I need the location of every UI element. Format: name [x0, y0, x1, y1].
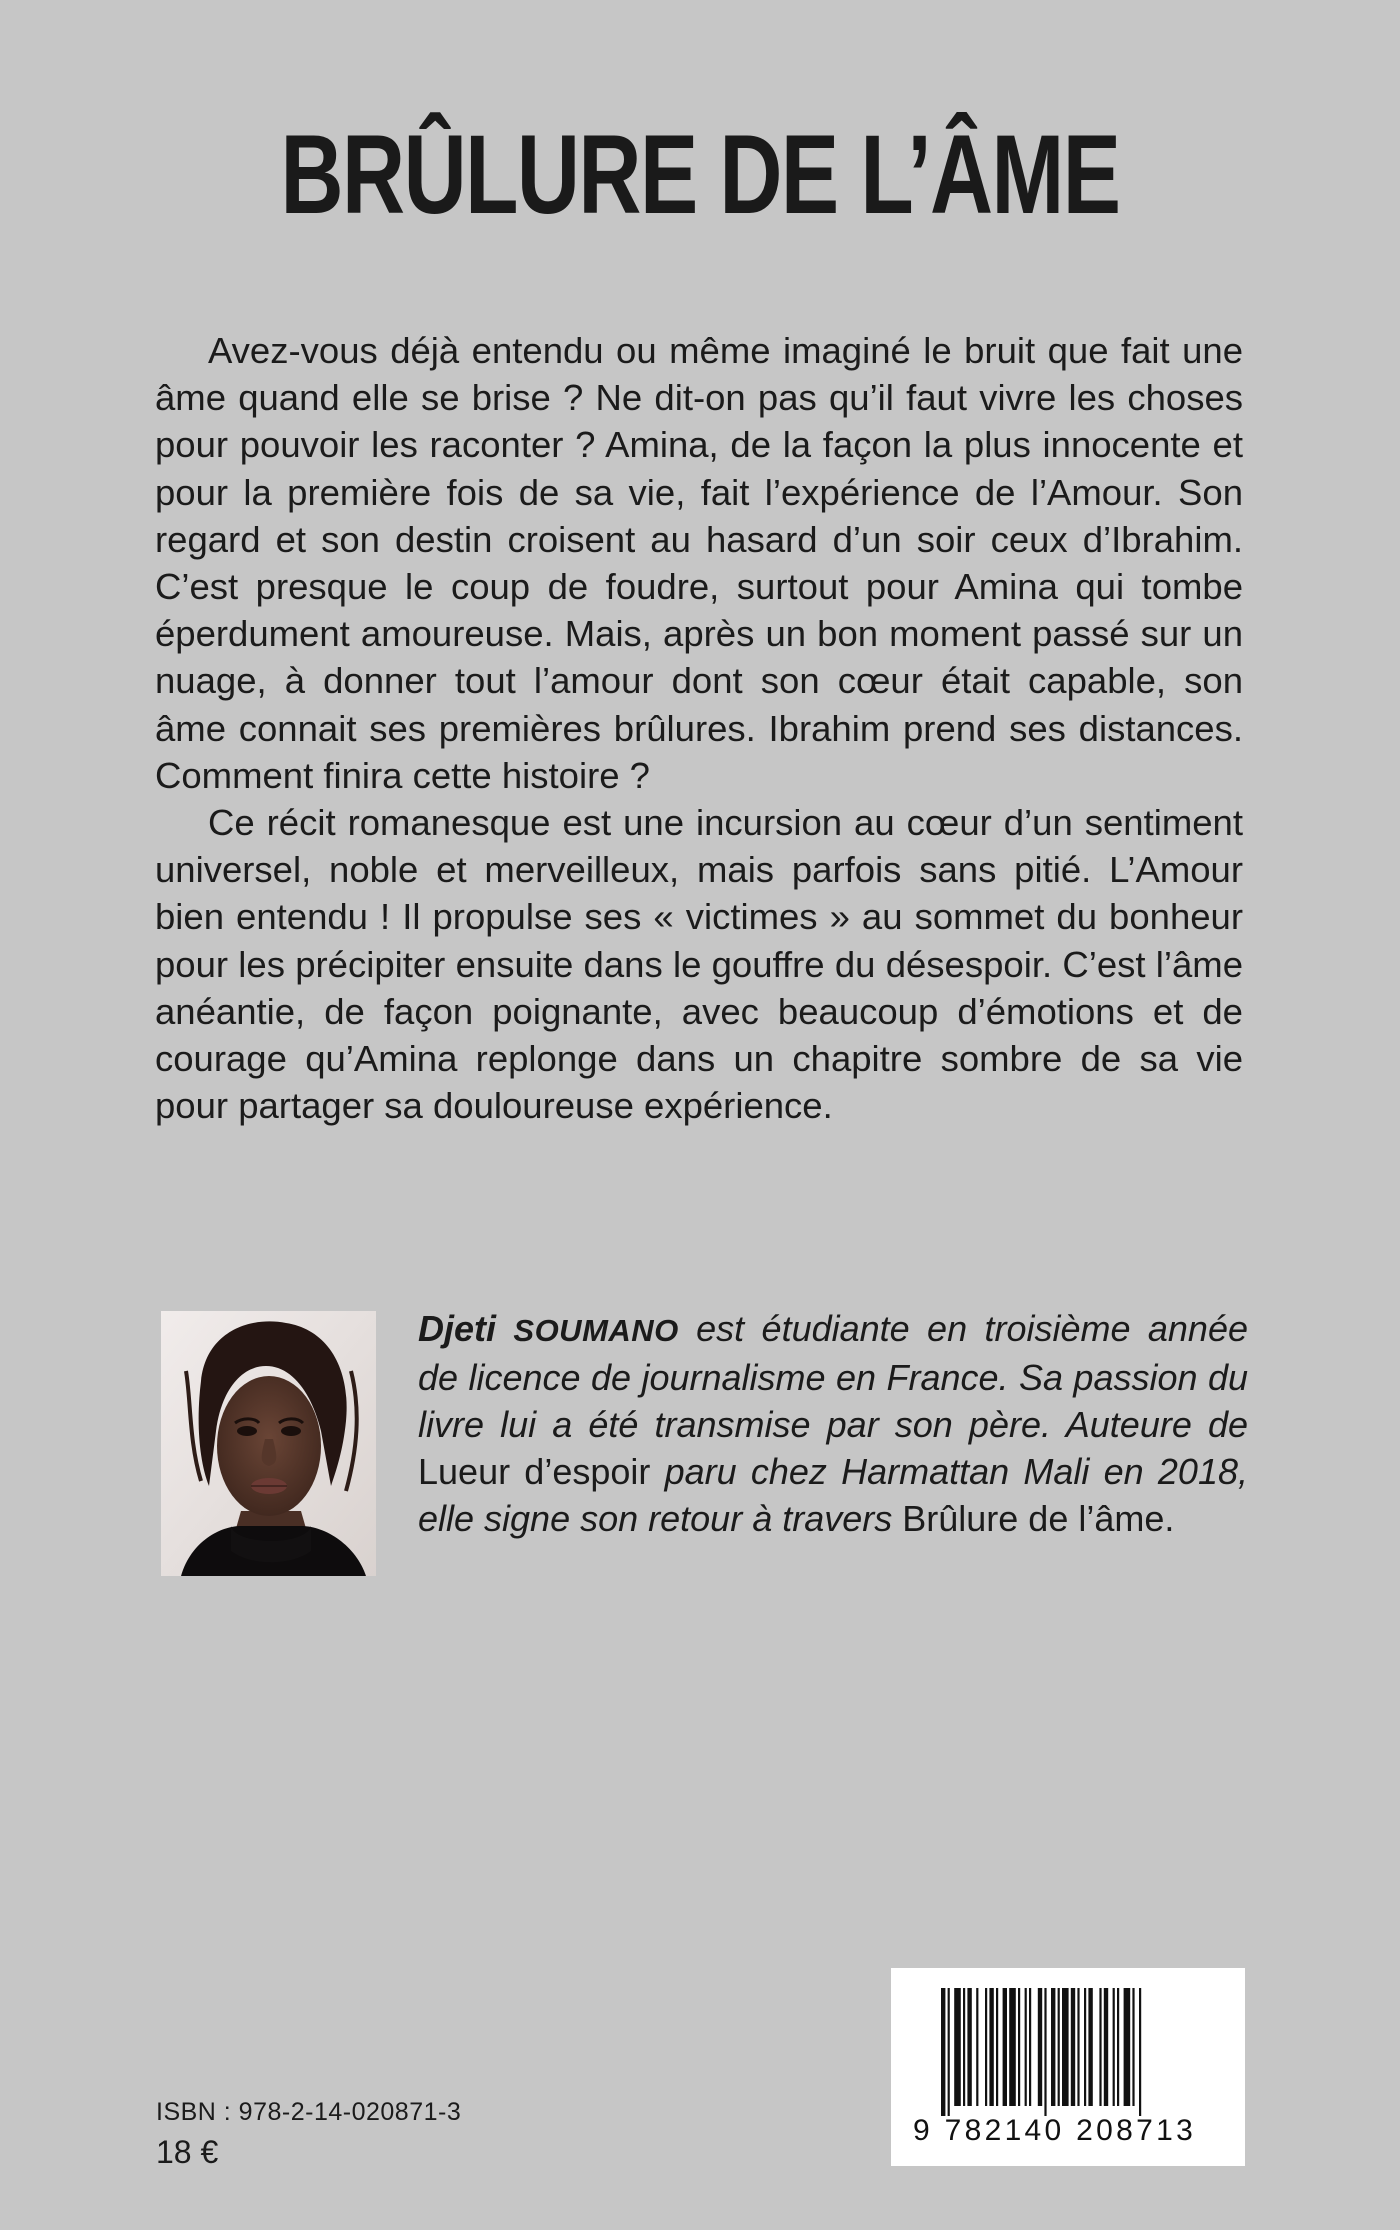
barcode [891, 1968, 1245, 2166]
isbn-number: ISBN : 978-2-14-020871-3 [156, 2098, 462, 2126]
bio-text-part3: . [1164, 1498, 1175, 1539]
bio-book-title-2: Brûlure de l’âme [902, 1498, 1165, 1539]
barcode-bars [941, 1988, 1201, 2116]
author-first-name: Djeti [418, 1308, 497, 1349]
bio-text-part1: est étudiante en troisième année de licence de journalisme en France. Sa passion du livre lui a été transmise par son père. Auteure de [418, 1308, 1248, 1445]
bio-text-part2: paru chez Harmattan Mali en 2018, elle signe son retour à travers [418, 1451, 1248, 1539]
author-last-name: SOUMANO [513, 1313, 679, 1348]
book-blurb [155, 327, 1243, 1129]
price-label: 18 € [156, 2134, 219, 2170]
book-title: BRÛLURE DE L’ÂME [280, 112, 1120, 237]
blurb-paragraph-2: Ce récit romanesque est une incursion au cœur d’un sentiment universel, noble et merveilleux, mais parfois sans pitié. L’Amour bien entendu ! Il propulse ses « victimes » au sommet du bonheur pour les précipiter ensuite dans le gouffre du désespoir. C’est l’âme anéantie, de façon poignante, avec beaucoup d’émotions et de courage qu’Amina replonge dans un chapitre sombre de sa vie pour partager sa douloureuse expérience. [155, 802, 1243, 1127]
author-bio [418, 1305, 1248, 1542]
bio-book-title-1: Lueur d’espoir [418, 1451, 651, 1492]
author-photo [161, 1311, 376, 1576]
barcode-digits: 9 782140 208713 [913, 2114, 1197, 2147]
blurb-paragraph-1: Avez-vous déjà entendu ou même imaginé le bruit que fait une âme quand elle se brise ? Ne dit-on pas qu’il faut vivre les choses pour pouvoir les raconter ? Amina, de la façon la plus innocente et pour la première fois de sa vie, fait l’expérience de l’Amour. Son regard et son destin croisent au hasard d’un soir ceux d’Ibrahim. C’est presque le coup de foudre, surtout pour Amina qui tombe éperdument amoureuse. Mais, après un bon moment passé sur un nuage, à donner tout l’amour dont son cœur était capable, son âme connait ses premières brûlures. Ibrahim prend ses distances. Comment finira cette histoire ? [155, 330, 1243, 796]
